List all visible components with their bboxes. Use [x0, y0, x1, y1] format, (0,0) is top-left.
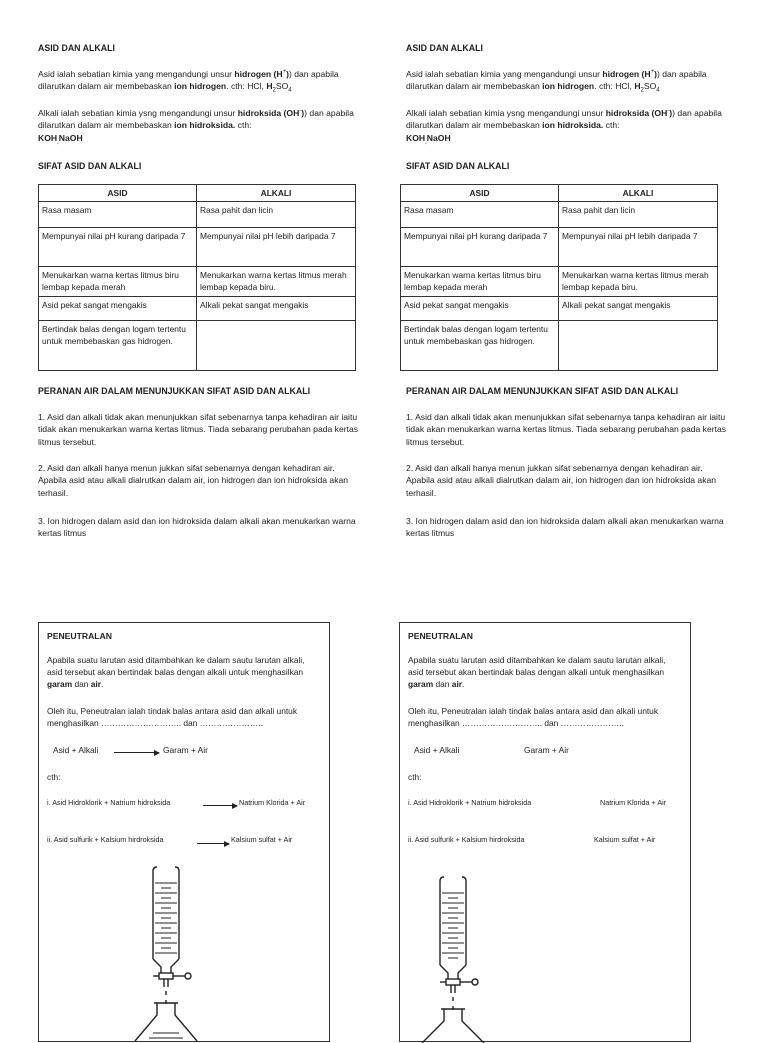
equation-right: Garam + Air [163, 745, 208, 755]
table-row: Bertindak balas dengan logam tertentu untuk membebaskan gas hidrogen. [401, 320, 718, 370]
example-label: cth: [408, 772, 422, 782]
table-row: Menukarkan warna kertas litmus biru lembap kepada merah Menukarkan warna kertas litmus merah lembap kepada biru. [401, 267, 718, 296]
water-role-point-2: 2. Asid dan alkali hanya menun jukkan sifat sebenarnya dengan kehadiran air. Apabila asid atau alkali dialrutkan dalam air, ion hidrogen dan ion hidroksida akan terhasil. [406, 463, 717, 498]
properties-table [400, 184, 718, 371]
neutralisation-definition: Apabila suatu larutan asid ditambahkan ke dalam sautu larutan alkali, asid tersebut akan bertindak balas dengan alkali untuk menghasilkan garam dan air. [47, 655, 305, 690]
table-row: Mempunyai nilai pH kurang daripada 7 Mempunyai nilai pH lebih daripada 7 [401, 228, 718, 267]
neutralisation-fill-in: Oleh itu, Peneutralan ialah tindak balas antara asid dan alkali untuk menghasilkan ……………………….. dan ………………….. [47, 706, 298, 729]
water-role-point-3: 3. Ion hidrogen dalam asid dan ion hidroksida dalam alkali akan menukarkan warna kertas litmus [406, 516, 724, 539]
table-row: Asid pekat sangat mengakis Alkali pekat sangat mengakis [401, 296, 718, 320]
example-2-left: ii. Asid sulfurik + Kalsium hirdroksida [408, 835, 525, 844]
example-2-arrow [197, 843, 229, 844]
table-row: Bertindak balas dengan logam tertentu untuk membebaskan gas hidrogen. [39, 320, 356, 370]
properties-table [38, 184, 356, 371]
example-label: cth: [47, 772, 61, 782]
page-title: ASID DAN ALKALI [406, 43, 483, 53]
example-2-right: Kalsium sulfat + Air [594, 835, 656, 844]
example-1-left: i. Asid Hidroklorik + Natrium hidroksida [47, 798, 171, 807]
alkali-definition: Alkali ialah sebatian kimia ysng mengandungi unsur hidroksida (OH-)) dan apabila dilarutkan dalam air membebaskan ion hidroksida. cth: $KOH_,NaOH$ [38, 108, 354, 146]
example-1-arrow [203, 805, 237, 806]
example-1-right: Natrium Klorida + Air [239, 798, 306, 807]
water-role-point-1: 1. Asid dan alkali tidak akan menunjukkan sifat sebenarnya tanpa kehadiran air iaitu tidak akan menukarkan warna kertas litmus. Tiada sebarang perubahan pada kertas litmus tersebut. [406, 412, 727, 447]
alkali-definition: Alkali ialah sebatian kimia ysng mengandungi unsur hidroksida (OH-)) dan apabila dilarutkan dalam air membebaskan ion hidroksida. cth: $KOH_,NaOH$ [406, 108, 722, 146]
example-1-right: Natrium Klorida + Air [600, 798, 667, 807]
equation-arrow [114, 752, 159, 753]
water-role-point-2: 2. Asid dan alkali hanya menun jukkan sifat sebenarnya dengan kehadiran air. Apabila asid atau alkali dialrutkan dalam air, ion hidrogen dan ion hidroksida akan terhasil. [38, 463, 349, 498]
table-row: Rasa masam Rasa pahit dan licin [39, 202, 356, 228]
water-role-heading: PERANAN AIR DALAM MENUNJUKKAN SIFAT ASID DAN ALKALI [406, 386, 679, 396]
table-header-asid: ASID [401, 185, 559, 202]
table-row: Mempunyai nilai pH kurang daripada 7 Mempunyai nilai pH lebih daripada 7 [39, 228, 356, 267]
burette-flask-illustration [418, 873, 528, 1043]
neutralisation-box-left [38, 622, 330, 1042]
burette-flask-illustration [131, 863, 241, 1043]
equation-left: Asid + Alkali [53, 745, 99, 755]
table-row: Rasa masam Rasa pahit dan licin [401, 202, 718, 228]
water-role-point-1: 1. Asid dan alkali tidak akan menunjukkan sifat sebenarnya tanpa kehadiran air iaitu tidak akan menukarkan warna kertas litmus. Tiada sebarang perubahan pada kertas litmus tersebut. [38, 412, 359, 447]
table-row: Asid pekat sangat mengakis Alkali pekat sangat mengakis [39, 296, 356, 320]
water-role-point-3: 3. Ion hidrogen dalam asid dan ion hidroksida dalam alkali akan menukarkan warna kertas litmus [38, 516, 356, 539]
equation-left: Asid + Alkali [414, 745, 460, 755]
properties-heading: SIFAT ASID DAN ALKALI [38, 161, 142, 171]
page-title: ASID DAN ALKALI [38, 43, 115, 53]
example-2-left: ii. Asid sulfurik + Kalsium hirdroksida [47, 835, 164, 844]
example-1-left: i. Asid Hidroklorik + Natrium hidroksida [408, 798, 532, 807]
acid-definition: Asid ialah sebatian kimia yang mengandungi unsur hidrogen (H+)) dan apabila dilarutkan dalam air membebaskan ion hidrogen. cth: HCl, $H_2SO_4$ [38, 69, 339, 95]
example-2-right: Kalsium sulfat + Air [231, 835, 293, 844]
neutralisation-definition: Apabila suatu larutan asid ditambahkan ke dalam sautu larutan alkali, asid tersebut akan bertindak balas dengan alkali untuk menghasilkan garam dan air. [408, 655, 666, 690]
water-role-heading: PERANAN AIR DALAM MENUNJUKKAN SIFAT ASID DAN ALKALI [38, 386, 311, 396]
neutralisation-fill-in: Oleh itu, Peneutralan ialah tindak balas antara asid dan alkali untuk menghasilkan ……………………….. dan ………………….. [408, 706, 659, 729]
table-row: Menukarkan warna kertas litmus biru lembap kepada merah Menukarkan warna kertas litmus merah lembap kepada biru. [39, 267, 356, 296]
neutralisation-heading: PENEUTRALAN [47, 631, 112, 641]
acid-definition: Asid ialah sebatian kimia yang mengandungi unsur hidrogen (H+)) dan apabila dilarutkan dalam air membebaskan ion hidrogen. cth: HCl, $H_2SO_4$ [406, 69, 707, 95]
equation-right: Garam + Air [524, 745, 569, 755]
properties-heading: SIFAT ASID DAN ALKALI [406, 161, 510, 171]
table-header-asid: ASID [39, 185, 197, 202]
table-header-alkali: ALKALI [197, 185, 356, 202]
neutralisation-heading: PENEUTRALAN [408, 631, 473, 641]
neutralisation-box-right [399, 622, 691, 1042]
table-header-alkali: ALKALI [559, 185, 718, 202]
